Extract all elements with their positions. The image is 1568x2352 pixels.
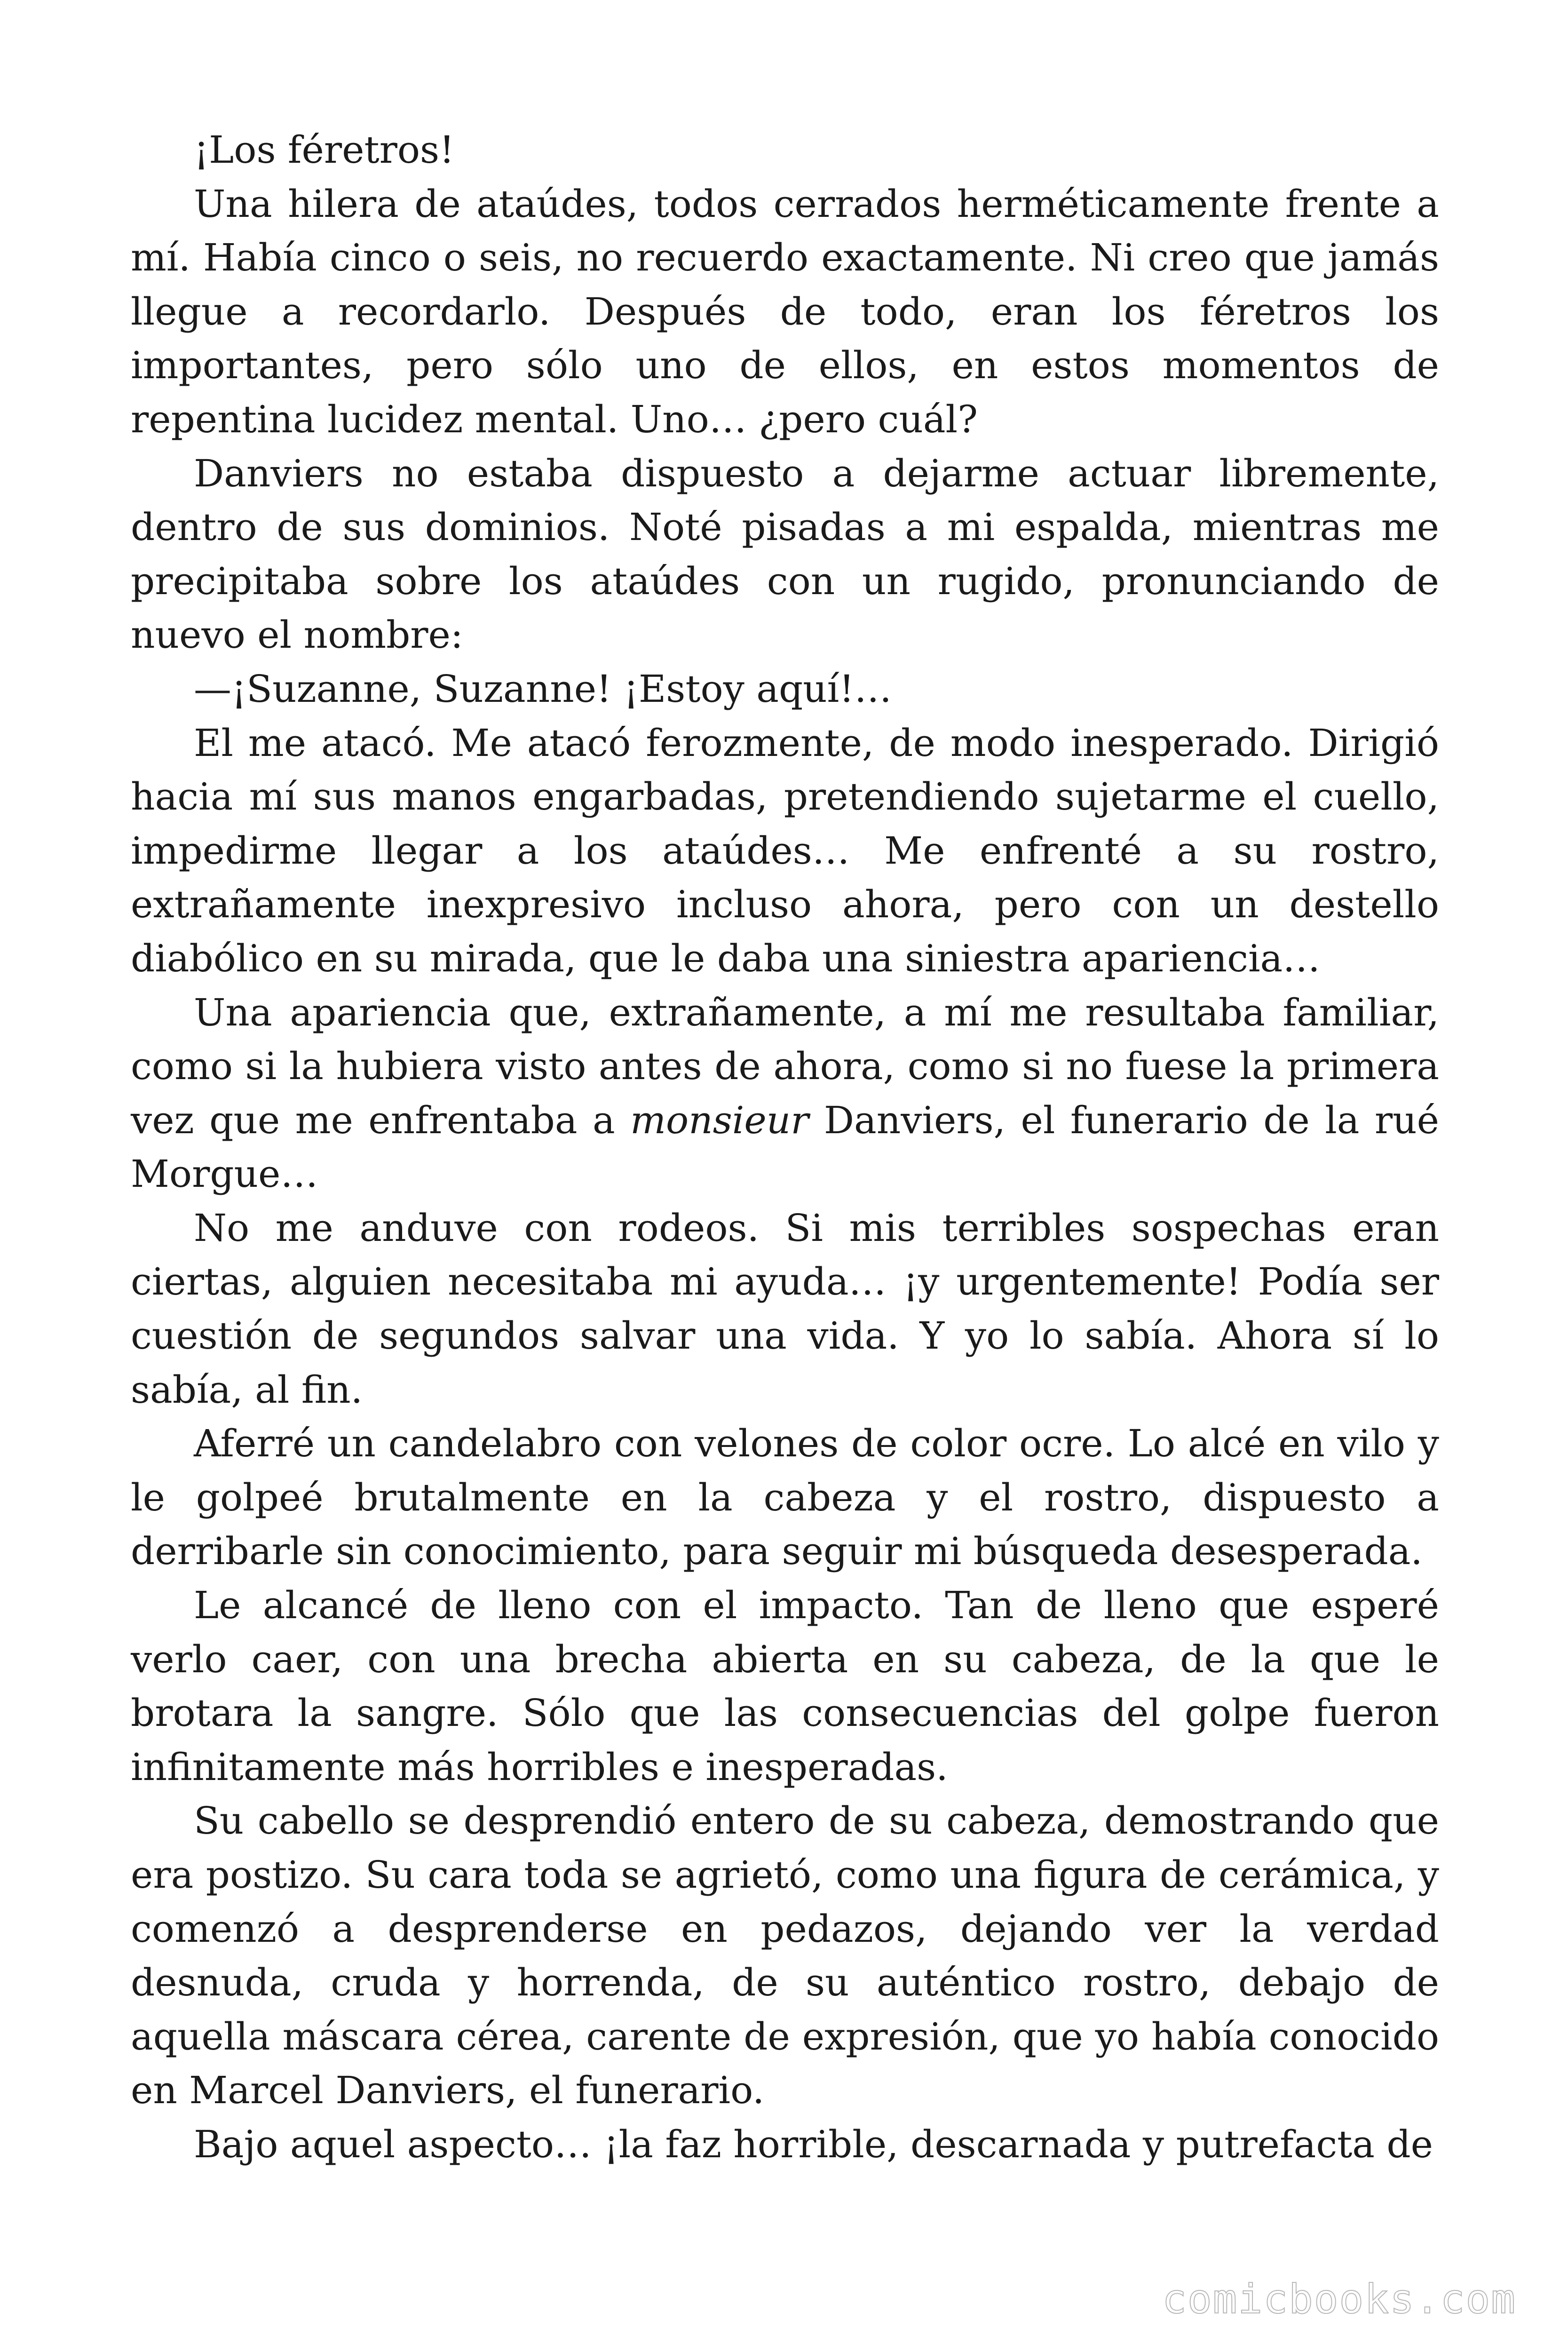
paragraph-6-end: Danviers, el funerario de la rué Morgue… xyxy=(131,1098,1440,1196)
paragraph-11: Bajo aquel aspecto… ¡la faz horrible, descarnada y putrefacta de xyxy=(194,2122,1433,2166)
paragraph-1: ¡Los féretros! xyxy=(194,128,455,172)
paragraph-10: Su cabello se desprendió entero de su cabeza, demostrando que era postizo. Su cara toda se agrietó, como una figura de cerámica, y comenzó a desprenderse en pedazos, dejando ver la verdad desnuda, cruda y horrenda, de su auténtico rostro, debajo de aquella máscara cérea, carente de expresión, que yo había conocido en Marcel Danviers, el funerario. xyxy=(131,1799,1439,2113)
paragraph-6-start: Una apariencia que, extrañamente, a mí me resultaba familiar, como si la hubiera visto antes de ahora, como si no fuese la primera vez que me enfrentaba a xyxy=(131,990,1439,1142)
body-text xyxy=(131,123,1439,2172)
paragraph-4: —¡Suzanne, Suzanne! ¡Estoy aquí!… xyxy=(194,667,892,711)
paragraph-6 xyxy=(131,986,1439,1201)
paragraph-7: No me anduve con rodeos. Si mis terribles sospechas eran ciertas, alguien necesitaba mi ayuda… ¡y urgentemente! Podía ser cuestión de segundos salvar una vida. Y yo lo sabía. Ahora sí lo sabía, al fin. xyxy=(131,1206,1439,1412)
paragraph-8: Aferré un candelabro con velones de color ocre. Lo alcé en vilo y le golpeé brutalmente en la cabeza y el rostro, dispuesto a derribarle sin conocimiento, para seguir mi búsqueda desesperada. xyxy=(131,1422,1439,1573)
paragraph-9: Le alcancé de lleno con el impacto. Tan de lleno que esperé verlo caer, con una brecha abierta en su cabeza, de la que le brotara la sangre. Sólo que las consecuencias del golpe fueron infinitamente más horribles e inesperadas. xyxy=(131,1583,1439,1789)
watermark: comicbooks.com xyxy=(1162,2276,1516,2323)
paragraph-6-italic: monsieur xyxy=(630,1098,809,1142)
paragraph-5: El me atacó. Me atacó ferozmente, de modo inesperado. Dirigió hacia mí sus manos engarbadas, pretendiendo sujetarme el cuello, impedirme llegar a los ataúdes… Me enfrenté a su rostro, extrañamente inexpresivo incluso ahora, pero con un destello diabólico en su mirada, que le daba una siniestra apariencia… xyxy=(131,721,1439,980)
paragraph-2: Una hilera de ataúdes, todos cerrados herméticamente frente a mí. Había cinco o seis, no recuerdo exactamente. Ni creo que jamás llegue a recordarlo. Después de todo, eran los féretros los importantes, pero sólo uno de ellos, en estos momentos de repentina lucidez mental. Uno… ¿pero cuál? xyxy=(131,182,1439,441)
paragraph-3: Danviers no estaba dispuesto a dejarme actuar libremente, dentro de sus dominios. Noté pisadas a mi espalda, mientras me precipitaba sobre los ataúdes con un rugido, pronunciando de nuevo el nombre: xyxy=(131,451,1439,657)
